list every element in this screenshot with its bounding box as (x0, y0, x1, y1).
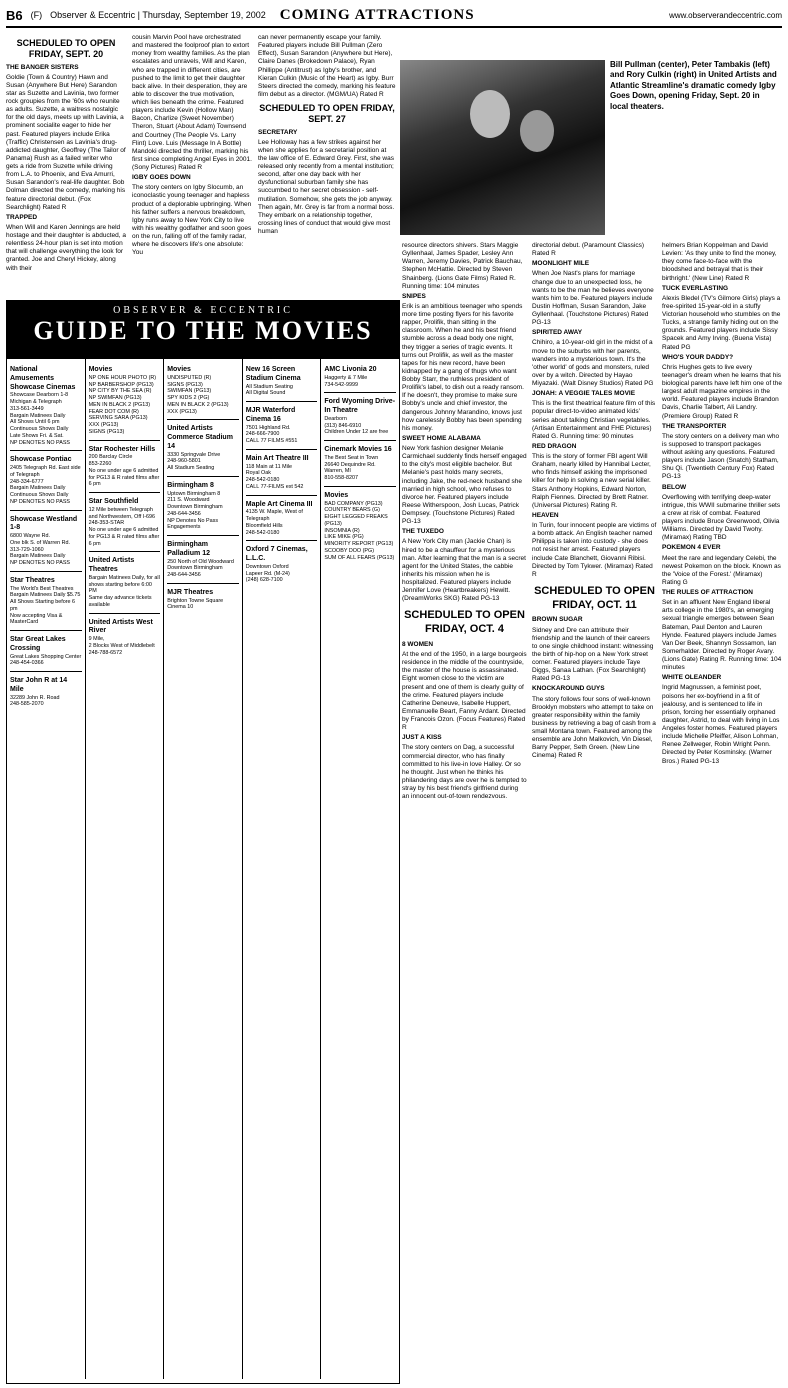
movie-title: 8 WOMEN (402, 640, 434, 648)
section-heading: SCHEDULED TO OPEN FRIDAY, SEPT. 20 (16, 38, 116, 60)
listing-line: 248-644-3456 (167, 572, 201, 578)
listing-line: FEAR DOT COM (R) (88, 408, 139, 415)
section-title: COMING ATTRACTIONS (279, 6, 475, 23)
section-heading: SCHEDULED TO OPEN FRIDAY, OCT. 11 (534, 584, 655, 611)
theater-name: Star John R at 14 Mile (10, 677, 68, 693)
listing-line: 6800 Wayne Rd. (10, 533, 50, 539)
listing-line: 313-561-3449 (10, 405, 44, 412)
listing-line: 2405 Telegraph Rd. East side of Telegraph (10, 465, 81, 478)
movie-title: JONAH: A VEGGIE TALES MOVIE (532, 390, 636, 398)
listing-line: 250 North of Old Woodward (167, 558, 234, 565)
movie-blurb: Set in an affluent New England liberal arts college in the 1980's, an emerging sexual triangle emerges between Sean Bateman, Paul Denton and Lauren Hynde. Featured players include James Van Der Beek, Shannyn Sossamon, Ian Somerhalder. Directed by Roger Avary. (Lions Gate) Rating R. Running time: 104 minutes (662, 599, 782, 672)
listing-line: 12 Mile between Telegraph and Northwestern, Off I-696 (88, 506, 156, 520)
listing-line: 248-585-2070 (10, 701, 44, 708)
movie-blurb: New York fashion designer Melanie Carmichael suddenly finds herself engaged to the city's most eligible bachelor. But Melanie's past holds many secrets, including Jake, the red-neck husband she married in high school, who refuses to divorce her. Featured players include Reese Witherspoon, Josh Lucas, Patrick Dempsey. (Touchstone Pictures) Rated PG-13 (402, 445, 527, 526)
listing-line: Great Lakes Shopping Center (10, 653, 82, 660)
movie-blurb: Overflowing with terrifying deep-water intrigue, this WWII submarine thriller sets a crew at risk of combat. Featured players include Bruce Greenwood, Olivia Williams. Directed by David Twohy. (Miramax) Rating TBD (662, 493, 781, 542)
movie-blurb: This is the story of former FBI agent Will Graham, nearly killed by Hannibal Lecter, who finds himself asking the imprisoned killer for help in solving a new serial killer. Stars Anthony Hopkins, Edward Norton, Ralph Fiennes. Directed by Brett Ratner. (Universal Pictures) Rating R. (532, 453, 651, 509)
divider (167, 476, 239, 477)
listing-line: All Shows Until 6 pm (10, 419, 60, 426)
photo-caption: Bill Pullman (center), Peter Tambakis (left) and Rory Culkin (right) in United Artists and Atlantic Streamline's dramatic comedy Igby Goes Down, opening Friday, Sept. 20 in local theaters. (610, 60, 777, 111)
section-heading: SCHEDULED TO OPEN FRIDAY, SEPT. 27 (259, 103, 395, 125)
listing-line: NP SWIMFAN (PG13) (88, 395, 142, 401)
listing-line: SUM OF ALL FEARS (PG13) (324, 554, 395, 561)
movie-title: JUST A KISS (402, 734, 442, 742)
movie-title: THE BANGER SISTERS (6, 63, 79, 71)
movie-blurb: The story follows four sons of well-known Brooklyn mobsters who attempt to take on greater responsibility within the family business by retrieving a bag of cash from a small Montana town. Featured among the ensemble are John Malkovich, Vin Diesel, Barry Pepper, Seth Green. (New Line Cinema) Rated R (532, 695, 656, 760)
theater-name: Star Theatres (10, 576, 55, 584)
theater-name: MJR Theatres (167, 588, 214, 596)
theater-name: New 16 Screen Stadium Cinema (245, 366, 301, 382)
listing-line: 248-644-3456 (167, 510, 201, 517)
listing-line: Michigan & Telegraph (10, 399, 62, 405)
movie-blurb: A New York City man (Jackie Chan) is hired to be a chauffeur for a mysterious man. After learning that the man is a secret agent for the United States, the cabbie inherits his mission when he is hospitalized. Featured players include Jennifer Love (Heartbreakers) Hewitt. (DreamWorks SKG) Rated PG-13 (402, 538, 526, 603)
listing-line: 248-454-0366 (10, 660, 44, 667)
listing-line: INSOMNIA (R) (324, 527, 360, 534)
listing-line: Bargain Matinees Daily, for all shows starting before 6:00 PM (88, 574, 160, 595)
listing-line: NP DENOTES NO PASS (10, 498, 71, 505)
guide-column (243, 359, 322, 1379)
listing-line: XXX (PG13) (167, 408, 197, 415)
listing-line: 248-666-7900 (245, 431, 280, 438)
movie-blurb: can never permanently escape your family. Featured players include Bill Pullman (Zero Effect), Susan Sarandon (Anywhere but Here), Claire Danes (Brokedown Palace), Ryan Phillippe (Antitrust) as Igby's brother, and Kieran Culkin (Music of the Heart) as Igby. Burr Steers directed the comedy, marking his feature film debut as a director. (MGM/UA) Rated R (258, 34, 396, 98)
listing-line: All Stadium Seating (245, 383, 293, 390)
theater-name: Movies (88, 366, 113, 373)
listing-line: The Best Seat in Town (324, 454, 379, 461)
actor-figure (470, 90, 510, 138)
listing-line: 853-2260 (88, 461, 112, 467)
listing-line: UNDISPUTED (R) (167, 374, 212, 381)
article-column-4 (402, 242, 527, 1382)
theater-name: United Artists Commerce Stadium 14 (167, 425, 233, 450)
listing-line: NP BARBERSHOP (PG13) (88, 381, 154, 388)
guide-banner (7, 301, 399, 359)
movie-title: RED DRAGON (532, 442, 577, 450)
listing-line: Haggerty & 7 Mile (324, 374, 368, 381)
listing-line: 810-558-8207 (324, 475, 358, 481)
divider (324, 392, 396, 393)
article-column-2 (132, 34, 252, 296)
divider (10, 630, 82, 631)
guide-column (164, 359, 243, 1379)
page-number: B6 (6, 7, 23, 23)
listing-line: SIGNS (PG13) (88, 428, 125, 435)
movie-title: WHO'S YOUR DADDY? (662, 353, 734, 361)
movie-blurb: Lee Holloway has a few strikes against her when she applies for a secretarial position at the law office of E. Edward Grey. First, she was released only recently from a mental institution; second, after one day back with her dysfunctional suburban family she has succumbed to her secret obsession - self-mutilation. Somehow, she gets the job anyway. Then again, Mr. Grey is far from a normal boss. They embark on a relationship together, crossing lines of conduct that would give most human (258, 138, 395, 235)
listing-line: NP Denotes No Pass Engagements (167, 517, 219, 531)
movie-title: KNOCKAROUND GUYS (532, 685, 605, 693)
listing-line: 7501 Highland Rd. (245, 424, 291, 431)
movie-still-photo (400, 60, 605, 235)
theater-name: AMC Livonia 20 (324, 366, 377, 373)
listing-line: SCOOBY DOO (PG) (324, 547, 374, 554)
article-column-5 (532, 242, 657, 1382)
listing-line: LIKE MIKE (PG) (324, 534, 364, 541)
listing-line: Same day advance tickets available (88, 595, 152, 608)
listing-line: Bargain Matinees Daily (10, 412, 66, 419)
divider (246, 495, 318, 496)
movie-blurb: Chris Hughes gets to live every teenager's dream when he learns that his biological parents have left him one of the largest adult magazine empires in the world. Featured players include Brandon Davis, Charlie Talbert, Ali Landry. (Premiere Group) Rated R (662, 363, 782, 420)
theater-name: Star Great Lakes Crossing (10, 636, 66, 652)
page-header (6, 4, 782, 28)
movie-blurb: This is the first theatrical feature film of this popular direct-to-video animated kids' series about talking Christian vegetables. (Artisan Entertainment and FHE Pictures) Rated G. Running time: 90 minutes (532, 400, 656, 440)
movie-title: SECRETARY (258, 128, 298, 136)
listing-line: NP ONE HOUR PHOTO (R) (88, 374, 157, 381)
theater-name: Cinemark Movies 16 (324, 446, 392, 453)
theater-name: Movies (167, 366, 191, 373)
guide-column (86, 359, 165, 1379)
movie-blurb: At the end of the 1950, in a large bourgeois residence in the middle of the countryside, the master of the house is assassinated. Eight women close to the victim are present and one of them is clearly guilty of the crime. Featured players include Catherine Deneuve, Isabelle Huppert, Emmanuelle Beart, Fanny Ardant. Directed by Francois Ozon. (Focus Features) Rated R (402, 651, 527, 732)
listing-line: 248-334-6777 (10, 478, 44, 485)
movie-blurb: Sidney and Dre can attribute their friendship and the launch of their careers to one single childhood instant: witnessing the birth of hip-hop on a New York street corner. Featured players include Taye Diggs, Sanaa Lathan. (Fox Searchlight) Rated PG-13 (532, 626, 654, 683)
movie-title: MOONLIGHT MILE (532, 260, 590, 268)
listing-line: BAD COMPANY (PG13) (324, 500, 383, 507)
listing-line: MEN IN BLACK 2 (PG13) (167, 401, 229, 408)
listing-line: Bargain Matinees Daily $5.75 (10, 592, 81, 599)
listing-line: Bloomfield Hills (245, 522, 283, 529)
article-column-6 (662, 242, 782, 1382)
listing-line: All Shows Starting before 6 pm (10, 599, 76, 612)
movie-blurb: When Will and Karen Jennings are held hostage and their daughter is abducted, a relentless 24-hour plan is set into motion that will challenge everything the look for granted. Joe and Cheryl Hickey, along with their (6, 223, 126, 272)
movie-title: SWEET HOME ALABAMA (402, 434, 481, 442)
guide-banner-paper: OBSERVER & ECCENTRIC (113, 305, 293, 316)
guide-columns (7, 359, 399, 1379)
theater-name: United Artists Theatres (88, 557, 135, 573)
listing-line: No one under age 6 admitted for PG13 & R rated films after 6 pm (88, 467, 160, 488)
listing-line: 248-542-0180 (245, 477, 280, 483)
divider (10, 671, 82, 672)
movie-blurb: Meet the rare and legendary Celebi, the newest Pokemon on the block. Known as the 'Voice of the Forest.' (Miramax) Rating G (662, 554, 781, 586)
listing-line: Now accepting Visa & MasterCard (10, 612, 63, 626)
actor-figure (520, 110, 554, 152)
listing-line: NP DENOTES NO PASS (10, 439, 71, 446)
theater-name: MJR Waterford Cinema 16 (245, 407, 296, 423)
listing-line: Uptown Birmingham 8 (167, 490, 221, 497)
movie-title: THE TUXEDO (402, 528, 444, 536)
movie-title: IGBY GOES DOWN (132, 174, 191, 182)
movie-title: TRAPPED (6, 213, 38, 221)
listing-line: 9 Mile, (88, 636, 105, 642)
theater-name: Movies (324, 491, 349, 499)
listing-line: XXX (PG13) (88, 422, 119, 428)
movie-title: POKEMON 4 EVER (662, 544, 721, 552)
listing-line: Continuous Shows Daily (10, 426, 69, 432)
article-column-1 (6, 34, 126, 296)
theater-name: National Amusements Showcase Cinemas (10, 366, 76, 391)
listing-line: Showcase Dearborn 1-8 (10, 392, 69, 399)
listing-line: 3330 Springvale Drive (167, 451, 221, 458)
listing-line: All Stadium Seating (167, 465, 215, 471)
listing-line: All Digital Sound (245, 390, 286, 397)
theater-name: Birmingham Palladium 12 (167, 541, 210, 557)
listing-line: Royal Oak (245, 470, 271, 477)
movie-title: THE TRANSPORTER (662, 422, 727, 430)
movie-blurb: Alexis Bledel (TV's Gilmore Girls) plays a free-spirited 15-year-old in a stuffy Victorian household who stumbles on the Tucks, a strange family hiding out on the grounds. Featured players include Sissy Spacek and Amy Irving. (Buena Vista) Rated PG (662, 294, 781, 351)
theater-name: Main Art Theatre III (245, 454, 309, 462)
listing-line: 200 Barclay Circle (88, 454, 133, 461)
divider (246, 401, 318, 402)
divider (324, 440, 396, 441)
theater-name: Birmingham 8 (167, 481, 214, 489)
divider (10, 510, 82, 511)
listing-line: SWIMFAN (PG13) (167, 388, 212, 395)
article-column-3 (258, 34, 396, 296)
listing-line: Downtown Oxford (245, 563, 289, 570)
theater-name: Showcase Pontiac (10, 456, 72, 464)
listing-line: SIGNS (PG13) (167, 381, 203, 388)
listing-line: Children Under 12 are free (324, 429, 389, 436)
listing-line: MINORITY REPORT (PG13) (324, 541, 394, 547)
movie-title: THE RULES OF ATTRACTION (662, 589, 753, 596)
listing-line: 248-353-STAR (88, 520, 125, 527)
theater-name: Maple Art Cinema III (245, 500, 313, 508)
guide-column (7, 359, 86, 1379)
movie-blurb: Erik is an ambitious teenager who spends more time posting flyers for his favorite rapper, Prolifik, than sitting in the classroom. When he and his best friend stumble across a dead body one night, they trigger a series of tragic events. It turns out Prolifik, as well as the master tapes for his new record, have been kidnapped by a gang of thugs who want Bobby Starr, the ruthless president of Prolifik's label, to dish out a ready ransom. If he doesn't, they promise to make sure Bobby's uncle and chief investor, the dangerous Johnny Marandino, knows just how carelessly Bobby has been spending his money. (402, 302, 524, 432)
movie-title: SPIRITED AWAY (532, 329, 583, 337)
divider (89, 440, 161, 441)
listing-line: 734-542-9999 (324, 381, 358, 388)
site-url[interactable]: www.observerandeccentric.com (669, 10, 782, 20)
listing-line: 248-960-5801 (167, 458, 201, 465)
divider (89, 551, 161, 552)
listing-line: 118 Main at 11 Mile (245, 463, 293, 470)
listing-line: NP DENOTES NO PASS (10, 560, 71, 566)
movie-blurb: Chihiro, a 10-year-old girl in the midst of a move to the suburbs with her parents, wanders into a mysterious town. It's the 'other world' of gods and monsters, ruled over by a witch. Directed by Hayao Miyazaki. (Walt Disney Studios) Rated PG (532, 339, 654, 387)
divider (167, 535, 239, 536)
listing-line: Bargain Matinees Daily (10, 485, 66, 492)
divider (10, 450, 82, 451)
movie-blurb: In Turin, four innocent people are victims of a bomb attack. An English teacher named Philippa is taken into custody - she does not resist her arrest. Featured players include Cate Blanchett, Giovanni Ribisi. Directed by Tom Tykwer. (Miramax) Rated R (532, 522, 657, 578)
theater-name: Oxford 7 Cinemas, L.L.C. (245, 546, 308, 562)
listing-line: 248-542-0180 (245, 529, 280, 536)
listing-line: Bargain Matinees Daily (10, 553, 66, 560)
listing-line: No one under age 6 admitted for PG13 & R rated films after 6 pm (88, 527, 160, 547)
listing-line: Warren, MI (324, 468, 351, 475)
movie-blurb: helmers Brian Koppelman and David Levien: 'As they unite to find the money, they come face-to-face with the bloodshed and betrayal that is their birthright.' (New Line) Rated R (662, 242, 777, 282)
listing-line: (313) 846-6910 (324, 422, 362, 429)
divider (89, 613, 161, 614)
section-code: (F) (30, 10, 43, 20)
movie-title: HEAVEN (532, 511, 559, 519)
theater-name: Ford Wyoming Drive-In Theatre (324, 398, 396, 414)
listing-line: NP CITY BY THE SEA (R) (88, 388, 152, 395)
listing-line: MEN IN BLACK 2 (PG13) (88, 401, 151, 408)
section-heading: SCHEDULED TO OPEN FRIDAY, OCT. 4 (404, 609, 525, 636)
guide-banner-title: GUIDE TO THE MOVIES (33, 316, 373, 345)
movie-title: BROWN SUGAR (532, 616, 583, 624)
listing-line: The World's Best Theatres (10, 585, 74, 592)
guide-column (321, 359, 399, 1379)
paper-dateline: Observer & Eccentric | Thursday, September 19, 2002 (50, 10, 266, 20)
listing-line: COUNTRY BEARS (G) (324, 507, 380, 514)
movie-title: TUCK EVERLASTING (662, 284, 729, 292)
theater-name: Star Southfield (88, 498, 139, 505)
listing-line: Dearborn (324, 415, 347, 422)
divider (246, 449, 318, 450)
divider (246, 540, 318, 541)
movie-title: WHITE OLEANDER (662, 674, 722, 682)
theater-name: Showcase Westland 1-8 (10, 515, 78, 532)
movie-guide-box (6, 300, 400, 1384)
movie-blurb: directorial debut. (Paramount Classics) Rated R (532, 242, 644, 258)
listing-line: 4135 W. Maple, West of Telegraph (245, 509, 303, 522)
divider (324, 486, 396, 487)
divider (167, 419, 239, 420)
listing-line: EIGHT LEGGED FREAKS (PG13) (324, 514, 388, 527)
divider (167, 583, 239, 584)
movie-blurb: The story centers on Igby Slocumb, an iconoclastic young teenager and hapless product of a deplorable upbringing. When his father suffers a nervous breakdown, Igby runs away to New York City to live with his wealthy godfather and soon goes on the run, falling off of the family radar, where he discovers life's one absolute: You (132, 184, 252, 257)
listing-line: 26640 Dequindre Rd. (324, 461, 376, 468)
movie-blurb: The story centers on a delivery man who is supposed to transport packages without asking any questions. Featured players include Jason (Snatch) Statham, Shu Qi. (Twentieth Century Fox) Rated PG-13 (662, 432, 780, 481)
listing-line: (248) 628-7100 (245, 577, 283, 584)
divider (89, 492, 161, 493)
theater-name: Star Rochester Hills (88, 445, 156, 453)
movie-blurb: The story centers on Dag, a successful commercial director, who has finally committed to his live-in love Halley. Or so he thought. Just when he thinks his philandering days are over he is tempted to stray by his best friend's girlfriend during an innocent out-of-town rendezvous. (402, 744, 527, 801)
divider (10, 571, 82, 572)
listing-line: Downtown Birmingham (167, 565, 223, 572)
movie-blurb: Goldie (Town & Country) Hawn and Susan (Anywhere But Here) Sarandon star as Suzette and Lavinia, two former rock groupies from the '60s who reunite as adults. Suzette, a waitress nostalgic for the old days, meets up with Lavinia, a prominent socialite eager to hide her past. Featured players include Erika (Traffic) Christensen as Lavinia's drug-addicted daughter, Geoffrey (The Tailor of Panama) Rush as a failed writer who gets a ride from Suzette while driving from L.A. to Phoenix, and Eva Amurri, Susan Sarandon's real-life daughter. Bob Dolman directed the comedy, marking his feature directorial debut. (Fox Searchlight) Rated R (6, 73, 126, 211)
listing-line: 32289 John R. Road (10, 694, 60, 701)
listing-line: Downtown Birmingham (167, 504, 223, 510)
listing-line: 248-788-6572 (88, 649, 123, 656)
theater-name: United Artists West River (88, 618, 153, 635)
listing-line: CALL 77-FILMS ext 542 (245, 483, 304, 490)
listing-line: SPY KIDS 2 (PG) (167, 395, 210, 401)
listing-line: Lapeer Rd. (M-24) (245, 570, 290, 577)
listing-line: 211 S. Woodward (167, 497, 210, 504)
movie-title: SNIPES (402, 292, 426, 300)
movie-title: BELOW (662, 483, 687, 491)
movie-blurb: When Joe Nast's plans for marriage change due to an unexpected loss, he wants to be the man he believes everyone wants him to be. Featured players include Dustin Hoffman, Susan Sarandon, Jake Gyllenhaal. (Touchstone Pictures) Rated PG-13 (532, 270, 654, 327)
listing-line: CALL 77 FILMS #551 (245, 438, 298, 444)
movie-blurb: Ingrid Magnussen, a feminist poet, poisons her ex-boyfriend in a fit of jealousy, and is sentenced to life in prison, forcing her essentially orphaned daughter, Astrid, to deal with living in Los Angeles foster homes. Featured players include Michelle Pfeiffer, Alison Lohman, Renee Zellweger, Robin Wright Penn. Directed by Peter Kosminsky. (Warner Bros.) Rated PG-13 (662, 684, 780, 765)
listing-line: Continuous Shows Daily (10, 492, 69, 498)
listing-line: 2 Blocks West of Middlebelt (88, 642, 155, 649)
movie-blurb: cousin Marvin Pool have orchestrated and mastered the foolproof plan to extort money from wealthy families. As the plan escalates and unravels, Will and Karen, who are trapped in different cities, are pushed to the limit to get their daughter back alive. In their desperation, they are able to discover the true motivation, which lies beneath the crime. Featured players include Kevin (Hollow Man) Bacon, Charlize (Sweet November) Theron, Stuart (About Adam) Townsend and Courtney (The People Vs. Larry Flint) Love. Luis (Message In A Bottle) Mandoki directed the thriller, marking his first since completing Angel Eyes in 2001. (Sony Pictures) Rated R (132, 34, 252, 171)
listing-line: SERVING SARA (PG13) (88, 415, 148, 422)
movie-blurb: resource directors shivers. Stars Maggie Gyllenhaal, James Spader, Lesley Ann Warren, Jeremy Davies, Patrick Bauchau, Stephen McHattie. Directed by Steven Shainberg. (Lions Gate Films) Rated R. Running time: 104 minutes (402, 242, 523, 290)
listing-line: One blk S. of Warren Rd. (10, 539, 71, 546)
listing-line: Cinema 10 (167, 604, 194, 611)
listing-line: Brighton Towne Square (167, 597, 224, 604)
listing-line: Late Shows Fri. & Sat. (10, 432, 64, 439)
listing-line: 313-729-1060 (10, 546, 44, 553)
